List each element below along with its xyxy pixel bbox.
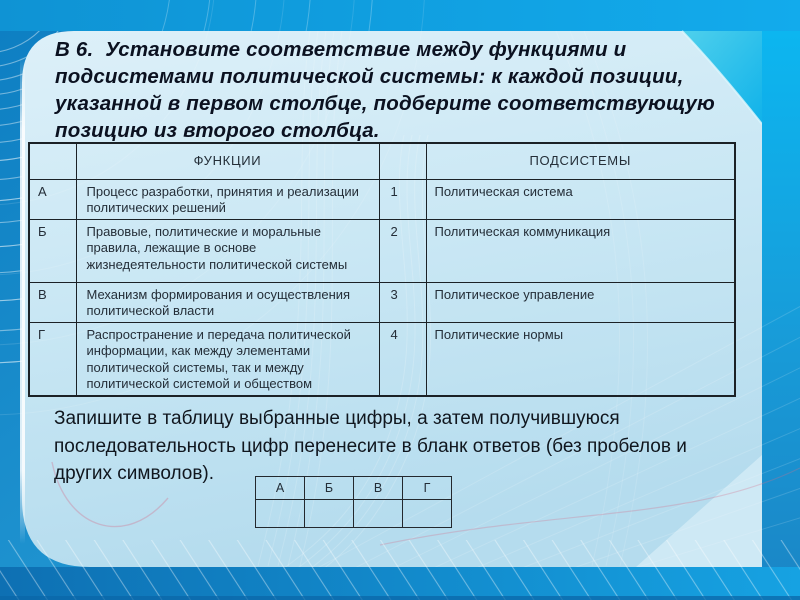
match-table-row	[29, 179, 735, 219]
row-number-cell: 3	[379, 282, 426, 322]
answer-value-cell	[354, 500, 403, 528]
row-letter-cell: А	[29, 179, 76, 219]
question-title-line: указанной в первом столбце, подберите соответствующую	[55, 92, 715, 115]
row-subsystem-cell: Политическое управление	[426, 282, 735, 322]
left-edge-highlight	[20, 56, 25, 544]
instruction-line: Запишите в таблицу выбранные цифры, а затем получившуюся	[54, 408, 620, 429]
subsystems-column-header: ПОДСИСТЕМЫ	[426, 143, 735, 179]
number-column-header	[379, 143, 426, 179]
row-function-cell: Правовые, политические и моральные правила, лежащие в основе жизнедеятельности политической системы	[76, 219, 379, 282]
match-header-row	[29, 143, 735, 179]
answer-header-cell: Б	[305, 477, 354, 500]
row-number-cell: 4	[379, 322, 426, 396]
match-table	[28, 142, 736, 397]
instruction-line: других символов).	[54, 463, 215, 484]
row-number-cell: 2	[379, 219, 426, 282]
answer-value-row	[256, 500, 452, 528]
top-band	[0, 0, 800, 31]
answer-header-cell: Г	[403, 477, 452, 500]
row-letter-cell: Б	[29, 219, 76, 282]
question-title	[55, 36, 755, 144]
answer-table	[255, 476, 452, 528]
match-table-row	[29, 219, 735, 282]
question-title-line: позицию из второго столбца.	[55, 119, 380, 142]
right-band	[762, 31, 800, 600]
answer-value-cell	[403, 500, 452, 528]
letter-column-header	[29, 143, 76, 179]
match-table-row	[29, 322, 735, 396]
row-subsystem-cell: Политическая система	[426, 179, 735, 219]
row-function-cell: Механизм формирования и осуществления политической власти	[76, 282, 379, 322]
functions-column-header: ФУНКЦИИ	[76, 143, 379, 179]
row-letter-cell: В	[29, 282, 76, 322]
question-title-line: В 6. Установите соответствие между функциями и	[55, 38, 627, 61]
row-function-cell: Распространение и передача политической информации, как между элементами политической системы, так и между политической системой и обществом	[76, 322, 379, 396]
answer-header-cell: А	[256, 477, 305, 500]
row-letter-cell: Г	[29, 322, 76, 396]
instruction-line: последовательность цифр перенесите в бланк ответов (без пробелов и	[54, 435, 687, 457]
row-subsystem-cell: Политическая коммуникация	[426, 219, 735, 282]
question-title-line: подсистемами политической системы: к каждой позиции,	[55, 65, 684, 88]
row-subsystem-cell: Политические нормы	[426, 322, 735, 396]
answer-header-row	[256, 477, 452, 500]
match-table-row	[29, 282, 735, 322]
row-function-cell: Процесс разработки, принятия и реализации политических решений	[76, 179, 379, 219]
answer-value-cell	[256, 500, 305, 528]
row-number-cell: 1	[379, 179, 426, 219]
match-table-header	[29, 143, 735, 179]
answer-header-cell: В	[354, 477, 403, 500]
answer-value-cell	[305, 500, 354, 528]
